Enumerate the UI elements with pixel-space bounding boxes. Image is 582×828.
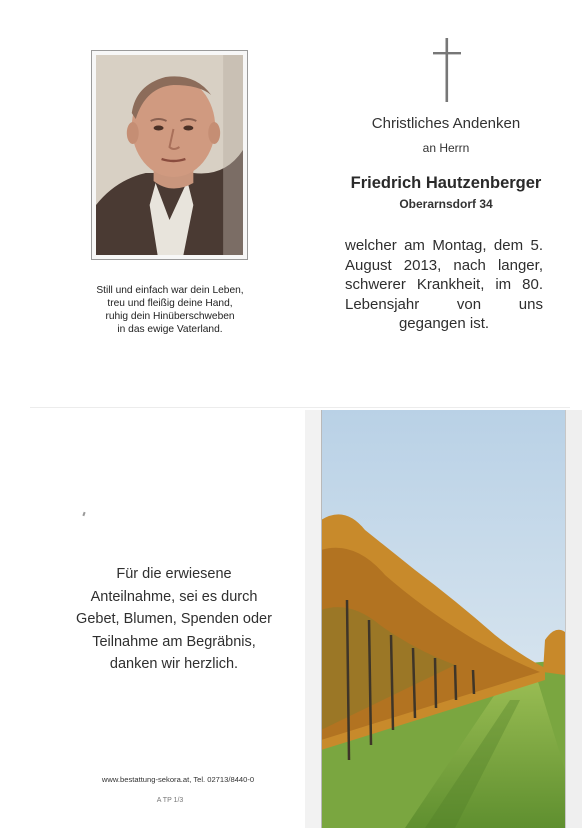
poem-line: Still und einfach war dein Leben,	[96, 285, 244, 296]
memorial-poem	[70, 284, 270, 336]
thanks-line: Teilnahme am Begräbnis,	[92, 633, 256, 650]
vineyard-illustration	[305, 410, 582, 828]
subheading-an-herrn: an Herrn	[422, 141, 470, 155]
deceased-address: Oberarnsdorf 34	[399, 197, 493, 211]
funeral-home-footer: www.bestattung-sekora.at, Tel. 02713/8440-0	[101, 775, 255, 784]
thanks-line: Anteilnahme, sei es durch	[90, 588, 258, 605]
thanks-line: Gebet, Blumen, Spenden oder	[76, 611, 272, 627]
poem-line: ruhig dein Hinüberschweben	[105, 311, 235, 322]
image-border-left	[321, 410, 322, 828]
portrait-image	[96, 55, 243, 255]
poem-line: treu und fleißig deine Hand,	[107, 298, 233, 309]
paper-speck	[82, 512, 85, 516]
thank-you-text	[56, 563, 292, 676]
death-notice-text: welcher am Montag, dem 5. August 2013, nach langer, schwerer Krankheit, im 80. Lebensjahr von uns gegangen ist.	[345, 237, 543, 332]
cross-icon	[433, 38, 461, 102]
vineyard-image	[305, 410, 582, 828]
thanks-line: danken wir herzlich.	[109, 656, 239, 672]
portrait-frame	[91, 50, 248, 260]
poem-line: in das ewige Vaterland.	[117, 324, 223, 335]
image-border-right	[565, 410, 566, 828]
print-code: A TP 1/3	[156, 797, 184, 804]
portrait-photo	[96, 55, 243, 255]
card-fold-divider	[30, 407, 570, 408]
heading-christliches-andenken: Christliches Andenken	[371, 115, 521, 132]
thanks-line: Für die erwiesene	[116, 566, 232, 582]
deceased-name: Friedrich Hautzenberger	[350, 174, 542, 192]
